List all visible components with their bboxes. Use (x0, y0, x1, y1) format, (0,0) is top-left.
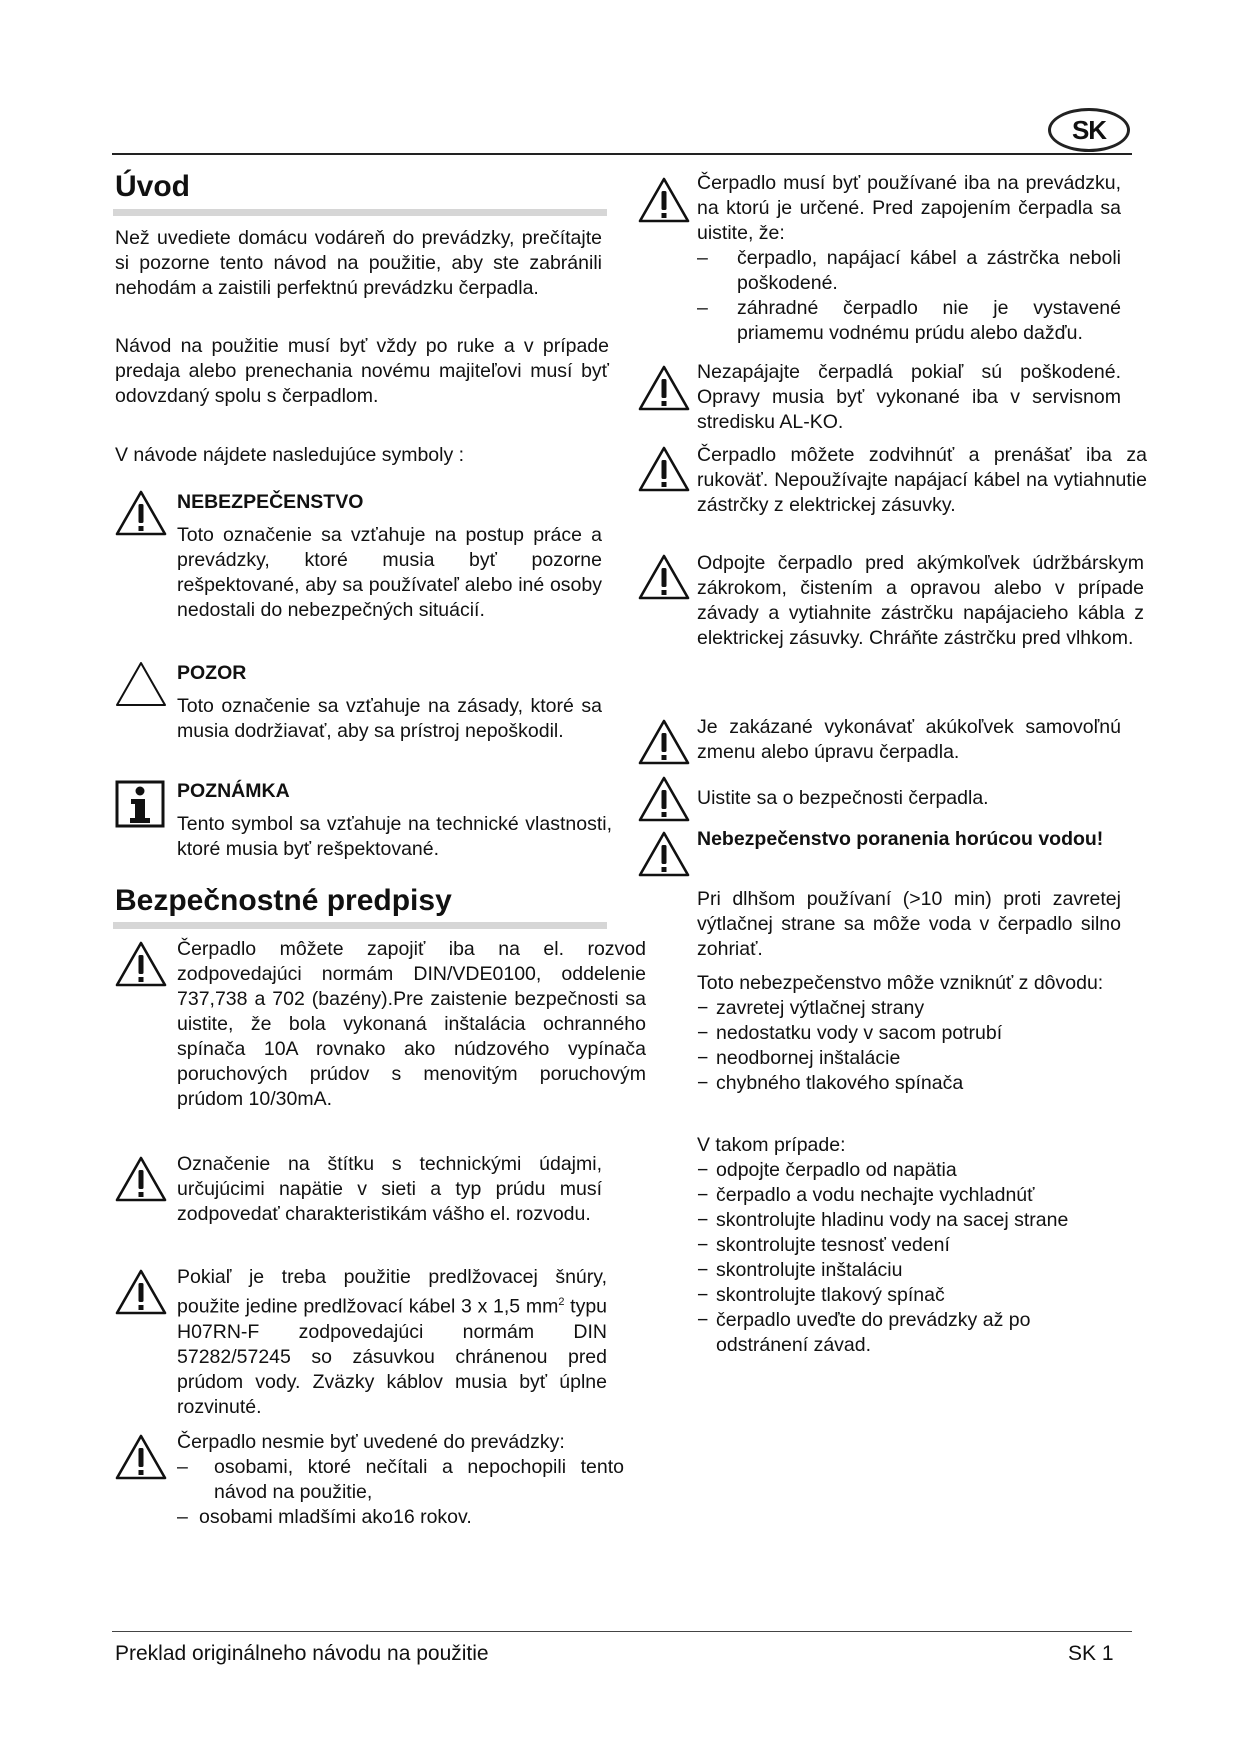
right-paragraph-8: Pri dlhšom používaní (>10 min) proti zavretej výtlačnej strane sa môže voda v čerpadlo silno zohriať. (697, 888, 1121, 960)
list-item-text: odpojte čerpadlo od napätia (716, 1159, 957, 1181)
warning-icon (637, 553, 691, 601)
page-number: SK 1 (1068, 1642, 1114, 1665)
footer-title: Preklad originálneho návodu na použitie (115, 1642, 489, 1665)
safety-paragraph-4 (177, 1430, 624, 1530)
title-underline (113, 209, 607, 216)
list-item-text: neodbornej inštalácie (716, 1047, 901, 1069)
safety-paragraph-1: Čerpadlo môžete zapojiť iba na el. rozvod zodpovedajúci normám DIN/VDE0100, oddelenie 737,738 a 702 (bazény).Pre zaistenie bezpečnosti sa uistite, že bola vykonaná inštalácia ochranného spínača 10A rovnako ako núdzového vypínača poruchových prúdov s menovitým poruchovým prúdom 10/30mA. (177, 938, 646, 1110)
danger-warning-icon (114, 489, 168, 537)
footer-rule (112, 1631, 1132, 1632)
right-paragraph-4: Odpojte čerpadlo pred akýmkoľvek údržbárskym zákrokom, čistením a opravou alebo v prípade závady a vytiahnite zástrčku napájacieho kábla z elektrickej zásuvky. Chráňte zástrčku pred vlhkom. (697, 552, 1144, 649)
list-dash: – (697, 297, 708, 319)
safety-paragraph-4-lead: Čerpadlo nesmie byť uvedené do prevádzky: (177, 1431, 565, 1453)
list-item (697, 1158, 1121, 1183)
right-paragraph-10 (697, 1133, 1121, 1358)
safety-paragraph-3-text: Pokiaľ je treba použitie predlžovacej šnúry, použite jedine predlžovací kábel 3 x 1,5 mm (177, 1266, 607, 1318)
list-dash: − (697, 1047, 709, 1069)
intro-paragraph-1: Než uvediete domácu vodáreň do prevádzky, prečítajte si pozorne tento návod na použitie, aby ste zabránili nehodám a zaistili perfektnú prevádzku čerpadla. (115, 227, 602, 299)
list-item (697, 1071, 1121, 1096)
right-paragraph-6: Uistite sa o bezpečnosti čerpadla. (697, 787, 989, 809)
title-underline (113, 922, 607, 929)
list-dash: − (697, 1234, 709, 1256)
list-item-text: čerpadlo, napájací kábel a zástrčka neboli poškodené. (737, 247, 1121, 294)
section-title-uvod: Úvod (115, 170, 190, 203)
warning-icon (114, 940, 168, 988)
list-item-text: záhradné čerpadlo nie je vystavené priamemu vodnému prúdu alebo dažďu. (737, 297, 1121, 344)
list-item (177, 1505, 602, 1530)
danger-text: Toto označenie sa vzťahuje na postup práce a prevádzky, ktoré musia byť pozorne rešpektované, aby sa používateľ alebo iné osoby nedostali do nebezpečných situácií. (177, 524, 602, 621)
caution-triangle-icon (114, 660, 168, 708)
list-dash: – (177, 1456, 188, 1478)
list-item-text: zavretej výtlačnej strany (716, 997, 925, 1019)
list-item-text: čerpadlo uveďte do prevádzky až po odstránení závad. (716, 1309, 1031, 1356)
list-item (697, 1046, 1121, 1071)
header-rule (112, 153, 1132, 155)
superscript: 2 (558, 1296, 565, 1308)
warning-icon (114, 1433, 168, 1481)
right-paragraph-5: Je zakázané vykonávať akúkoľvek samovoľnú zmenu alebo úpravu čerpadla. (697, 716, 1121, 763)
list-item-text: chybného tlakového spínača (716, 1072, 964, 1094)
right-paragraph-10-lead: V takom prípade: (697, 1134, 846, 1156)
hot-water-warning: Nebezpečenstvo poranenia horúcou vodou! (697, 828, 1104, 850)
list-dash: − (697, 1259, 709, 1281)
list-dash: – (697, 247, 708, 269)
list-item (697, 1233, 1121, 1258)
right-paragraph-2: Nezapájajte čerpadlá pokiaľ sú poškodené. Opravy musia byť vykonané iba v servisnom stredisku AL-KO. (697, 361, 1121, 433)
right-paragraph-9 (697, 971, 1121, 1096)
list-item (177, 1455, 624, 1505)
safety-paragraph-2: Označenie na štítku s technickými údajmi, určujúcimi napätie v sieti a typ prúdu musí zodpovedať charakteristikám vášho el. rozvodu. (177, 1153, 602, 1225)
note-text: Tento symbol sa vzťahuje na technické vlastnosti, ktoré musia byť rešpektované. (177, 813, 612, 860)
list-dash: − (697, 1159, 709, 1181)
list-dash: − (697, 1022, 709, 1044)
list-item-text: nedostatku vody v sacom potrubí (716, 1022, 1003, 1044)
list-dash: − (697, 997, 709, 1019)
list-dash: − (697, 1184, 709, 1206)
list-dash: − (697, 1309, 709, 1331)
right-paragraph-3: Čerpadlo môžete zodvihnúť a prenášať iba za rukoväť. Nepoužívajte napájací kábel na vytiahnutie zástrčky z elektrickej zásuvky. (697, 444, 1147, 516)
list-item-text: osobami, ktoré nečítali a nepochopili tento návod na použitie, (214, 1456, 624, 1503)
list-item (697, 1308, 1121, 1358)
list-item-text: skontrolujte tesnosť vedení (716, 1234, 950, 1256)
danger-title: NEBEZPEČENSTVO (177, 491, 364, 513)
warning-icon (637, 445, 691, 493)
right-paragraph-1-lead: Čerpadlo musí byť používané iba na prevádzku, na ktorú je určené. Pred zapojením čerpadla sa uistite, že: (697, 172, 1121, 244)
list-item (697, 1258, 1121, 1283)
list-item-text: čerpadlo a vodu nechajte vychladnúť (716, 1184, 1035, 1206)
warning-icon (637, 775, 691, 823)
language-badge: SK (1048, 108, 1130, 152)
list-item (697, 246, 1121, 296)
warning-icon (637, 176, 691, 224)
list-dash: − (697, 1209, 709, 1231)
info-icon (115, 779, 169, 829)
safety-paragraph-3-text: typu H07RN-F zodpovedajúci normám DIN 57282/57245 so zásuvkou chránenou pred prúdom vody. Zväzky káblov musia byť úplne rozvinuté. (177, 1295, 608, 1418)
list-item (697, 1283, 1121, 1308)
list-item (697, 996, 1121, 1021)
warning-icon (114, 1155, 168, 1203)
intro-paragraph-3: V návode nájdete nasledujúce symboly : (115, 444, 465, 466)
safety-paragraph-3 (177, 1265, 607, 1420)
note-title: POZNÁMKA (177, 780, 290, 802)
list-item (697, 296, 1121, 346)
warning-icon (637, 718, 691, 766)
list-item (697, 1021, 1121, 1046)
list-item-text: osobami mladšími ako16 rokov. (199, 1506, 472, 1528)
right-paragraph-9-lead: Toto nebezpečenstvo môže vzniknúť z dôvodu: (697, 972, 1104, 994)
warning-icon (637, 830, 691, 878)
list-dash: − (697, 1284, 709, 1306)
list-item-text: skontrolujte hladinu vody na sacej strane (716, 1209, 1069, 1231)
list-item (697, 1183, 1121, 1208)
list-dash: – (177, 1506, 188, 1528)
pozor-text: Toto označenie sa vzťahuje na zásady, ktoré sa musia dodržiavať, aby sa prístroj nepoškodil. (177, 695, 602, 742)
list-item (697, 1208, 1121, 1233)
list-item-text: skontrolujte inštaláciu (716, 1259, 903, 1281)
warning-icon (637, 364, 691, 412)
list-item-text: skontrolujte tlakový spínač (716, 1284, 945, 1306)
pozor-title: POZOR (177, 662, 247, 684)
right-paragraph-1 (697, 171, 1121, 346)
warning-icon (114, 1268, 168, 1316)
list-dash: − (697, 1072, 709, 1094)
intro-paragraph-2: Návod na použitie musí byť vždy po ruke a v prípade predaja alebo prenechania novému majiteľovi musí byť odovzdaný spolu s čerpadlom. (115, 335, 609, 407)
section-title-safety: Bezpečnostné predpisy (115, 884, 452, 917)
